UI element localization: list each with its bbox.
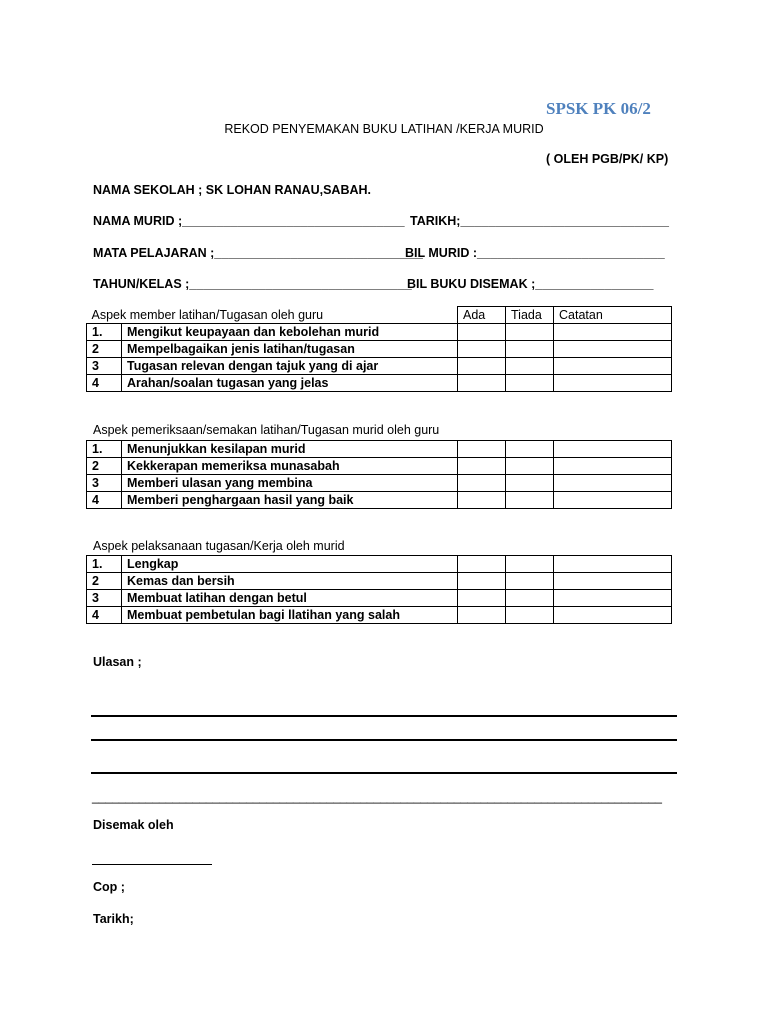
tiada-cell[interactable] xyxy=(506,590,554,607)
ada-cell[interactable] xyxy=(458,556,506,573)
subject-field: MATA PELAJARAN ;______________________________ xyxy=(93,246,423,260)
ada-cell[interactable] xyxy=(458,475,506,492)
row-text: Arahan/soalan tugasan yang jelas xyxy=(122,375,458,392)
catatan-cell[interactable] xyxy=(554,492,672,509)
row-text: Membuat pembetulan bagi llatihan yang salah xyxy=(122,607,458,624)
review-label: Ulasan ; xyxy=(93,655,142,669)
table-row xyxy=(87,458,672,475)
table-row xyxy=(87,590,672,607)
catatan-cell[interactable] xyxy=(554,475,672,492)
ada-cell[interactable] xyxy=(458,492,506,509)
row-text: Memberi penghargaan hasil yang baik xyxy=(122,492,458,509)
row-text: Memberi ulasan yang membina xyxy=(122,475,458,492)
row-text: Lengkap xyxy=(122,556,458,573)
row-text: Membuat latihan dengan betul xyxy=(122,590,458,607)
tiada-cell[interactable] xyxy=(506,341,554,358)
catatan-cell[interactable] xyxy=(554,358,672,375)
table-row xyxy=(87,441,672,458)
row-text: Mempelbagaikan jenis latihan/tugasan xyxy=(122,341,458,358)
tiada-cell[interactable] xyxy=(506,358,554,375)
row-text: Tugasan relevan dengan tajuk yang di ajar xyxy=(122,358,458,375)
review-line-4[interactable]: _____________________________________________________________________________________ xyxy=(92,790,662,804)
ada-cell[interactable] xyxy=(458,375,506,392)
tiada-cell[interactable] xyxy=(506,441,554,458)
table-row xyxy=(87,475,672,492)
tiada-cell[interactable] xyxy=(506,375,554,392)
review-line-1[interactable] xyxy=(91,715,677,717)
tiada-cell[interactable] xyxy=(506,492,554,509)
row-number: 2 xyxy=(87,573,122,590)
catatan-cell[interactable] xyxy=(554,441,672,458)
ada-cell[interactable] xyxy=(458,458,506,475)
signature-line[interactable] xyxy=(92,864,212,865)
row-text: Menunjukkan kesilapan murid xyxy=(122,441,458,458)
row-text: Kemas dan bersih xyxy=(122,573,458,590)
table-row xyxy=(87,492,672,509)
school-name: NAMA SEKOLAH ; SK LOHAN RANAU,SABAH. xyxy=(93,183,372,197)
section-1-header-row xyxy=(87,307,672,324)
section-1-heading: Aspek member latihan/Tugasan oleh guru xyxy=(87,307,458,324)
row-number: 3 xyxy=(87,590,122,607)
ada-cell[interactable] xyxy=(458,324,506,341)
date-label: Tarikh; xyxy=(93,912,134,926)
catatan-cell[interactable] xyxy=(554,324,672,341)
section-2-table xyxy=(86,440,672,509)
year-class-field: TAHUN/KELAS ;________________________________ xyxy=(93,277,412,291)
tiada-cell[interactable] xyxy=(506,324,554,341)
section-3-table xyxy=(86,555,672,624)
section-3-heading: Aspek pelaksanaan tugasan/Kerja oleh murid xyxy=(93,539,345,553)
catatan-cell[interactable] xyxy=(554,556,672,573)
checked-by-label: Disemak oleh xyxy=(93,818,174,832)
row-number: 4 xyxy=(87,492,122,509)
tiada-cell[interactable] xyxy=(506,556,554,573)
ada-cell[interactable] xyxy=(458,590,506,607)
row-number: 1. xyxy=(87,556,122,573)
table-row xyxy=(87,358,672,375)
row-number: 3 xyxy=(87,358,122,375)
stamp-label: Cop ; xyxy=(93,880,125,894)
catatan-cell[interactable] xyxy=(554,458,672,475)
table-row xyxy=(87,573,672,590)
table-row xyxy=(87,556,672,573)
catatan-cell[interactable] xyxy=(554,341,672,358)
tiada-cell[interactable] xyxy=(506,458,554,475)
table-row xyxy=(87,324,672,341)
ada-cell[interactable] xyxy=(458,441,506,458)
tiada-cell[interactable] xyxy=(506,475,554,492)
row-number: 3 xyxy=(87,475,122,492)
student-name-field: NAMA MURID ;________________________________ xyxy=(93,214,405,228)
review-line-3[interactable] xyxy=(91,772,677,774)
catatan-cell[interactable] xyxy=(554,573,672,590)
row-number: 4 xyxy=(87,607,122,624)
row-number: 1. xyxy=(87,441,122,458)
table-row xyxy=(87,341,672,358)
student-count-field: BIL MURID :___________________________ xyxy=(405,246,665,260)
form-subtitle: ( OLEH PGB/PK/ KP) xyxy=(546,152,669,166)
form-title: REKOD PENYEMAKAN BUKU LATIHAN /KERJA MURID xyxy=(224,122,544,136)
books-checked-field: BIL BUKU DISEMAK ;_________________ xyxy=(407,277,654,291)
ada-cell[interactable] xyxy=(458,341,506,358)
column-ada: Ada xyxy=(458,307,506,324)
row-number: 4 xyxy=(87,375,122,392)
row-number: 2 xyxy=(87,341,122,358)
row-text: Mengikut keupayaan dan kebolehan murid xyxy=(122,324,458,341)
catatan-cell[interactable] xyxy=(554,607,672,624)
ada-cell[interactable] xyxy=(458,358,506,375)
date-field: TARIKH;______________________________ xyxy=(410,214,670,228)
review-line-2[interactable] xyxy=(91,739,677,741)
catatan-cell[interactable] xyxy=(554,590,672,607)
row-number: 2 xyxy=(87,458,122,475)
section-1-table xyxy=(86,306,672,392)
column-tiada: Tiada xyxy=(506,307,554,324)
ada-cell[interactable] xyxy=(458,573,506,590)
form-code: SPSK PK 06/2 xyxy=(546,99,651,118)
table-row xyxy=(87,607,672,624)
ada-cell[interactable] xyxy=(458,607,506,624)
tiada-cell[interactable] xyxy=(506,573,554,590)
catatan-cell[interactable] xyxy=(554,375,672,392)
column-catatan: Catatan xyxy=(554,307,672,324)
row-number: 1. xyxy=(87,324,122,341)
section-2-heading: Aspek pemeriksaan/semakan latihan/Tugasan murid oleh guru xyxy=(93,423,440,437)
tiada-cell[interactable] xyxy=(506,607,554,624)
row-text: Kekkerapan memeriksa munasabah xyxy=(122,458,458,475)
table-row xyxy=(87,375,672,392)
